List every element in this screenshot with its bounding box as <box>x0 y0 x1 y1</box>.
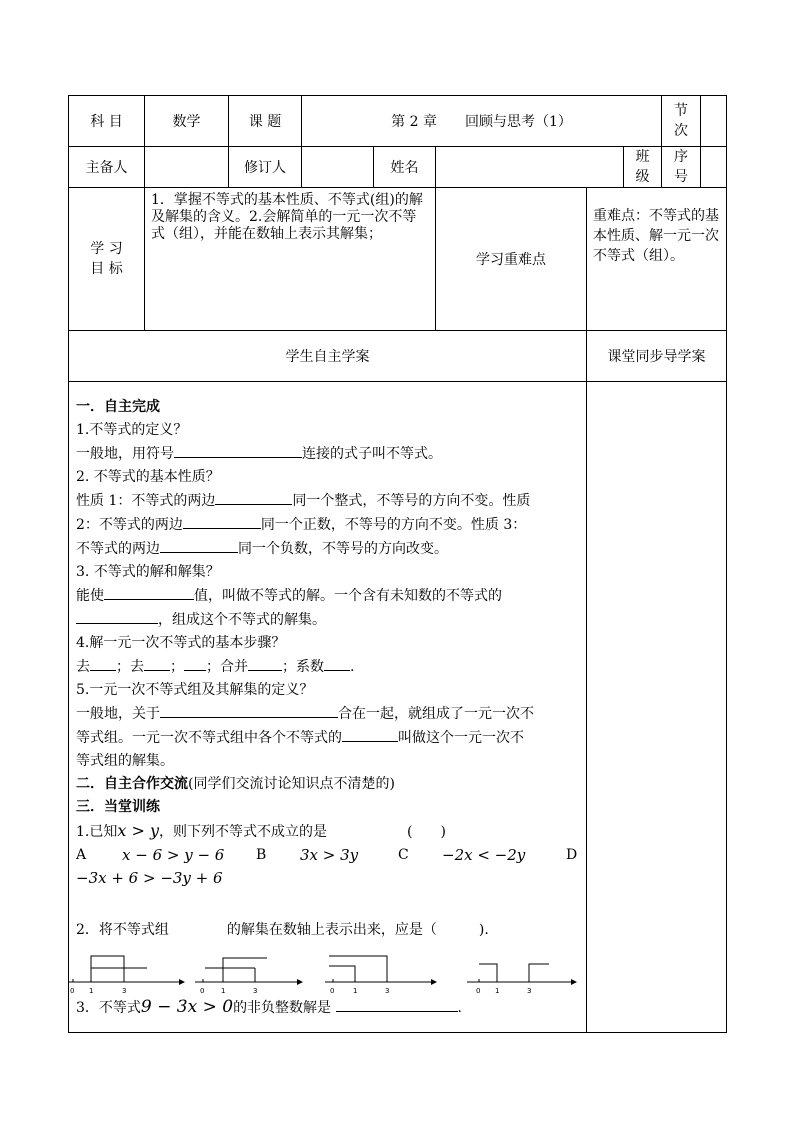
author-label: 主备人 <box>69 147 145 188</box>
s2-bold: 二．自主合作交流 <box>76 776 188 792</box>
goals-label <box>69 188 145 331</box>
q1-blank[interactable] <box>174 442 302 458</box>
number-line-b[interactable] <box>195 958 303 995</box>
section-3-heading: 三．当堂训练 <box>76 799 160 815</box>
t3-end: . <box>457 1000 462 1016</box>
option-c: −2x < −2y <box>442 846 526 864</box>
option-b-label: B <box>256 847 267 863</box>
section-value[interactable] <box>701 96 727 147</box>
q2c-post: 同一个负数，不等号的方向改变。 <box>238 541 448 557</box>
q5-blank-2[interactable] <box>342 726 398 742</box>
q3: 3. 不等式的解和解集？ <box>76 564 220 580</box>
q5: 5.一元一次不等式组及其解集的定义？ <box>76 682 314 698</box>
q5-blank-1[interactable] <box>160 702 338 718</box>
option-c-label: C <box>398 847 409 863</box>
class-label <box>624 147 662 188</box>
q4-answer <box>76 655 580 679</box>
q5-line1 <box>76 702 580 726</box>
q2-line2 <box>76 513 580 537</box>
q1a-pre: 一般地，用符号 <box>76 446 174 462</box>
q3a-post: 值，叫做不等式的解。一个含有未知数的不等式的 <box>194 588 502 604</box>
section-2-heading <box>76 773 580 796</box>
topic-label: 课 题 <box>229 96 302 147</box>
t2-pre: 2．将不等式组 <box>76 922 169 938</box>
q4-blank-3[interactable] <box>184 655 206 671</box>
q5-line2 <box>76 726 580 750</box>
name-value[interactable] <box>436 147 624 188</box>
nl-d-label-1: 1 <box>495 987 500 995</box>
t1-post: ，则下列不等式不成立的是 <box>159 824 327 840</box>
q4: 4.解一元一次不等式的基本步骤？ <box>76 635 286 651</box>
t2 <box>76 919 580 942</box>
q4-blank-4[interactable] <box>248 655 282 671</box>
q5a-pre: 一般地，关于 <box>76 706 160 722</box>
q4a-2: ；去 <box>116 659 144 675</box>
seq-label <box>662 147 701 188</box>
number-line-d[interactable] <box>467 964 577 995</box>
q2a-pre: 性质 1：不等式的两边 <box>76 493 216 509</box>
t3 <box>76 996 580 1020</box>
seq-label-text: 序号 <box>674 149 688 185</box>
topic-value: 第 2 章 回顾与思考（1） <box>302 96 662 147</box>
q3-blank-1[interactable] <box>104 584 194 600</box>
q3a-pre: 能使 <box>76 588 104 604</box>
q2-line1 <box>76 489 580 513</box>
q2a-post: 同一个整式，不等号的方向不变。性质 <box>292 493 531 509</box>
nl-b-label-1: 1 <box>221 987 226 995</box>
t3-math: 9 − 3x > 0 <box>140 997 234 1017</box>
nl-a-label-1: 1 <box>89 987 94 995</box>
q2b-post: 同一个正数，不等号的方向不变。性质 3： <box>260 517 527 533</box>
nl-b-label-0: 0 <box>200 987 205 995</box>
nl-d-label-3: 3 <box>527 987 532 995</box>
q4a-3: ； <box>170 659 184 675</box>
author-value[interactable] <box>145 147 229 188</box>
class-label-text: 班级 <box>635 149 650 185</box>
section-label <box>662 96 701 147</box>
q4-blank-1[interactable] <box>90 655 116 671</box>
t1-options <box>76 844 580 867</box>
number-line-a[interactable] <box>69 956 185 995</box>
keypoint-label: 学习重难点 <box>436 188 587 331</box>
q4-blank-2[interactable] <box>144 655 170 671</box>
t1-math: x > y <box>117 821 159 840</box>
name-label: 姓名 <box>374 147 436 188</box>
seq-value[interactable] <box>701 147 727 188</box>
q2b-pre: 2：不等式的两边 <box>76 517 183 533</box>
subject-label: 科 目 <box>69 96 145 147</box>
q1-answer <box>76 442 580 466</box>
q4-blank-5[interactable] <box>324 655 350 671</box>
q2-blank-3[interactable] <box>160 537 238 553</box>
nl-a-label-3: 3 <box>122 987 127 995</box>
option-d-label: D <box>566 847 578 863</box>
q5b-post: 叫做这个一元一次不 <box>398 730 524 746</box>
t3-blank[interactable] <box>336 996 458 1012</box>
spacer <box>76 891 580 919</box>
number-line-options <box>69 942 589 996</box>
t1 <box>76 819 580 844</box>
q3-line1 <box>76 584 580 608</box>
q3-line2 <box>76 608 580 632</box>
nl-c-label-1: 1 <box>353 987 358 995</box>
teacher-section-title: 课堂同步导学案 <box>587 331 727 382</box>
number-line-c[interactable] <box>325 956 437 995</box>
option-a: x − 6 > y − 6 <box>122 846 225 864</box>
t3-pre: 3．不等式 <box>76 1000 141 1016</box>
section-label-text: 节次 <box>674 103 688 139</box>
t3-post: 的非负整数解是 <box>233 1000 332 1016</box>
q1: 1.不等式的定义？ <box>76 422 188 438</box>
goals-text: 1．掌握不等式的基本性质、不等式(组)的解及解集的含义。2.会解简单的一元一次不等式（组），并能在数轴上表示其解集； <box>145 188 436 331</box>
section-1-heading: 一．自主完成 <box>76 399 160 415</box>
q3-blank-2[interactable] <box>76 608 158 624</box>
goals-label-text: 学 习 目 标 <box>90 241 123 277</box>
q2-blank-2[interactable] <box>183 513 261 529</box>
reviser-value[interactable] <box>302 147 374 188</box>
t2-post: 的解集在数轴上表示出来，应是（ ). <box>226 922 489 938</box>
q2: 2. 不等式的基本性质？ <box>76 469 220 485</box>
q5a-post: 合在一起，就组成了一元一次不 <box>338 706 534 722</box>
subject-value: 数学 <box>145 96 229 147</box>
q3b-post: ，组成这个不等式的解集。 <box>158 612 326 628</box>
q5b-pre: 等式组。一元一次不等式组中各个不等式的 <box>76 730 342 746</box>
q5-line3: 等式组的解集。 <box>76 753 174 769</box>
nl-d-label-0: 0 <box>476 987 481 995</box>
nl-c-label-0: 0 <box>330 987 335 995</box>
option-b: 3x > 3y <box>300 846 359 864</box>
number-lines <box>69 942 580 996</box>
lesson-plan-form <box>68 95 726 1015</box>
q2-blank-1[interactable] <box>215 489 292 505</box>
nl-c-label-3: 3 <box>385 987 390 995</box>
q4a-5: ；系数 <box>282 659 324 675</box>
teacher-content[interactable] <box>587 382 727 1033</box>
student-content <box>69 382 587 1033</box>
q4a-4: ；合并 <box>206 659 248 675</box>
form-table <box>68 95 727 1033</box>
q1a-post: 连接的式子叫不等式。 <box>302 446 442 462</box>
option-d: −3x + 6 > −3y + 6 <box>76 869 223 887</box>
q2-line3 <box>76 537 580 561</box>
keypoint-text: 重难点：不等式的基本性质、解一元一次不等式（组）。 <box>587 188 727 331</box>
s2-rest: (同学们交流讨论知识点不清楚的) <box>188 776 395 792</box>
nl-b-label-3: 3 <box>253 987 258 995</box>
reviser-label: 修订人 <box>229 147 302 188</box>
option-d-expr <box>76 867 580 891</box>
t1-paren: ( ) <box>407 824 446 840</box>
q4a-1: 去 <box>76 659 90 675</box>
student-section-title: 学生自主学案 <box>69 331 587 382</box>
nl-a-label-0: 0 <box>70 987 75 995</box>
option-a-label: A <box>76 847 87 863</box>
q4a-6: . <box>350 659 355 675</box>
q2c-pre: 不等式的两边 <box>76 541 160 557</box>
t1-pre: 1.已知 <box>76 824 118 840</box>
